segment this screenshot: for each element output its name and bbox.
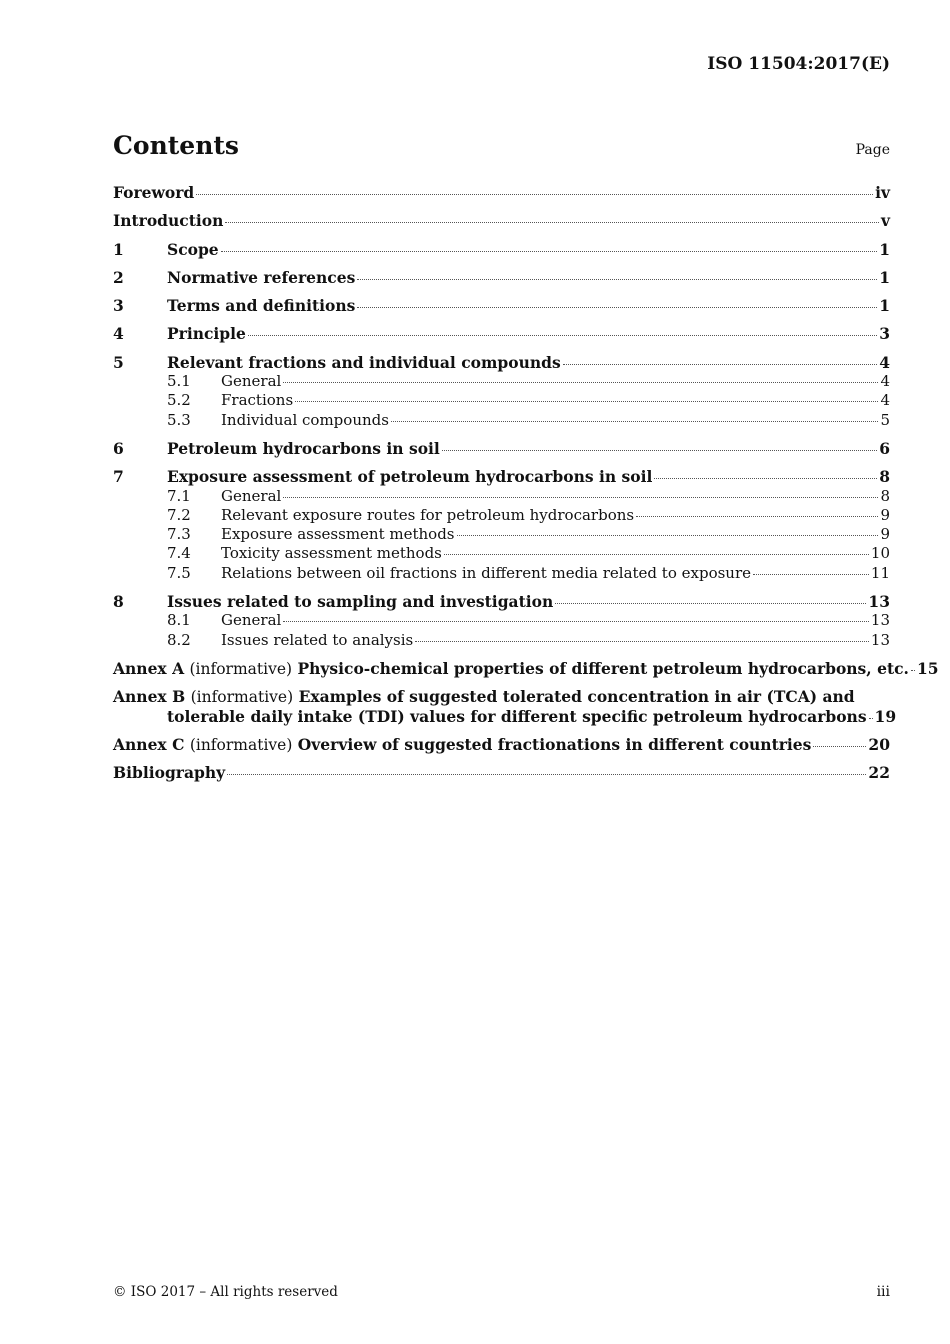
- toc-entry-title: Bibliography: [113, 763, 226, 783]
- toc-entry-page: 13: [870, 611, 890, 630]
- toc-entry-title: General: [221, 486, 282, 505]
- toc-entry-title: Terms and definitions: [167, 296, 356, 316]
- dot-leader: [415, 640, 869, 642]
- dot-leader: [753, 573, 869, 575]
- dot-leader: [813, 745, 866, 747]
- toc-entry-title: Scope: [167, 239, 219, 259]
- annex-type: (informative): [189, 659, 293, 678]
- dot-leader: [225, 221, 879, 223]
- toc-entry-page: 8: [879, 467, 890, 487]
- toc-entry-number: 5.2: [167, 391, 191, 410]
- toc-entry-title: Exposure assessment methods: [221, 525, 455, 544]
- dot-leader: [357, 306, 877, 308]
- dot-leader: [283, 381, 878, 383]
- dot-leader: [283, 496, 878, 498]
- toc-entry-page: 4: [880, 372, 890, 391]
- page-title: Contents: [113, 131, 240, 160]
- annex-label: Annex C: [113, 734, 185, 754]
- toc-entry-page: iv: [875, 183, 890, 202]
- annex-title-line-2: tolerable daily intake (TDI) values for different specific petroleum hydrocarbons: [167, 706, 867, 726]
- toc-entry-page: 22: [868, 763, 890, 783]
- toc-entry-number: 7: [113, 467, 124, 487]
- toc-entry-terms-and-definitions[interactable]: [113, 296, 890, 315]
- toc-subentry-7-2[interactable]: [113, 506, 890, 525]
- document-id: ISO 11504:2017(E): [707, 54, 890, 74]
- annex-title: Overview of suggested fractionations in different countries: [297, 734, 812, 754]
- toc-entry-bibliography[interactable]: [113, 763, 890, 782]
- toc-entry-page: 9: [880, 525, 890, 544]
- toc-entry-number: 5.1: [167, 372, 191, 391]
- dot-leader: [391, 420, 879, 422]
- toc-entry-page: 20: [868, 734, 890, 754]
- annex-label: Annex B: [113, 687, 186, 707]
- toc-entry-page: 10: [870, 544, 890, 563]
- toc-entry-title: General: [221, 611, 282, 630]
- toc-entry-number: 4: [113, 324, 124, 344]
- dot-leader: [636, 515, 878, 517]
- toc-entry-title: Issues related to sampling and investigation: [167, 592, 554, 612]
- toc-entry-page: 6: [879, 438, 890, 458]
- toc-entry-title: Issues related to analysis: [221, 630, 414, 649]
- toc-entry-number: 5: [113, 352, 124, 372]
- toc-subentry-7-4[interactable]: [113, 544, 890, 563]
- dot-leader: [563, 363, 878, 365]
- toc-entry-title: Relevant exposure routes for petroleum hydrocarbons: [221, 505, 635, 524]
- dot-leader: [442, 449, 877, 451]
- toc-entry-sampling-and-investigation[interactable]: [113, 592, 890, 611]
- toc-entry-annex-a[interactable]: [113, 658, 939, 678]
- toc-entry-number: 5.3: [167, 410, 191, 429]
- toc-entry-page: 3: [879, 324, 890, 344]
- toc-entry-annex-b[interactable]: [113, 687, 897, 726]
- toc-entry-number: 7.1: [167, 486, 191, 505]
- toc-entry-page: 15: [916, 658, 939, 678]
- annex-b-line-1: [113, 687, 890, 706]
- toc-entry-number: 7.2: [167, 505, 191, 524]
- toc-entry-page: 5: [880, 410, 890, 429]
- toc-subentry-7-5[interactable]: [113, 564, 890, 583]
- dot-leader: [196, 193, 873, 195]
- annex-label: Annex A: [113, 658, 185, 678]
- toc-entry-exposure-assessment[interactable]: [113, 467, 890, 486]
- toc-subentry-7-1[interactable]: [113, 487, 890, 506]
- toc-entry-page: 4: [879, 352, 890, 372]
- toc-entry-number: 7.3: [167, 525, 191, 544]
- toc-entry-title: Individual compounds: [221, 410, 389, 429]
- toc-entry-title: Fractions: [221, 391, 294, 410]
- toc-entry-title: [113, 735, 811, 755]
- toc-entry-title: General: [221, 372, 282, 391]
- toc-subentry-5-2[interactable]: [113, 391, 890, 410]
- toc-entry-number: 7.5: [167, 563, 191, 582]
- toc-subentry-8-1[interactable]: [113, 611, 890, 630]
- toc-entry-page: 9: [880, 505, 890, 524]
- annex-type: (informative): [189, 735, 293, 754]
- toc-entry-number: 8.1: [167, 611, 191, 630]
- toc-entry-page: v: [880, 211, 890, 231]
- annex-type: (informative): [190, 688, 294, 707]
- toc-entry-page: 13: [870, 630, 890, 649]
- dot-leader: [869, 717, 873, 719]
- annex-b-line-2: [113, 706, 897, 726]
- toc-entry-principle[interactable]: [113, 324, 890, 343]
- toc-entry-foreword[interactable]: [113, 183, 890, 202]
- toc-entry-page: 19: [874, 706, 897, 726]
- dot-leader: [911, 669, 915, 671]
- toc-entry-page: 1: [879, 296, 890, 316]
- toc-entry-title: Introduction: [113, 211, 224, 231]
- toc-entry-page: 13: [868, 592, 890, 612]
- toc-entry-title: Exposure assessment of petroleum hydrocarbons in soil: [167, 467, 653, 487]
- toc-entry-title: Foreword: [113, 183, 195, 202]
- toc-entry-number: 2: [113, 267, 124, 287]
- toc-entry-number: 3: [113, 296, 124, 316]
- page-number: iii: [876, 1284, 890, 1300]
- toc-subentry-7-3[interactable]: [113, 525, 890, 544]
- toc-entry-number: 8.2: [167, 630, 191, 649]
- copyright-notice: © ISO 2017 – All rights reserved: [113, 1284, 338, 1300]
- toc-entry-title: Relations between oil fractions in different media related to exposure: [221, 563, 752, 582]
- toc-entry-page: 1: [879, 239, 890, 259]
- dot-leader: [283, 620, 869, 622]
- toc-subentry-5-1[interactable]: [113, 372, 890, 391]
- toc-entry-page: 1: [879, 267, 890, 287]
- page-column-label: Page: [855, 142, 890, 158]
- toc-subentry-8-2[interactable]: [113, 631, 890, 650]
- annex-title: Physico-chemical properties of different petroleum hydrocarbons, etc.: [297, 658, 909, 678]
- dot-leader: [227, 773, 866, 775]
- dot-leader: [457, 534, 879, 536]
- dot-leader: [248, 334, 877, 336]
- dot-leader: [357, 278, 877, 280]
- toc-entry-annex-c[interactable]: [113, 735, 890, 754]
- toc-entry-title: [113, 659, 909, 679]
- toc-entry-title: Principle: [167, 324, 246, 344]
- dot-leader: [444, 553, 869, 555]
- toc-entry-introduction[interactable]: [113, 211, 890, 230]
- toc-entry-normative-references[interactable]: [113, 268, 890, 287]
- toc-entry-scope[interactable]: [113, 240, 890, 259]
- dot-leader: [295, 400, 878, 402]
- toc-entry-number: 8: [113, 592, 124, 612]
- toc-entry-title: Relevant fractions and individual compounds: [167, 352, 561, 372]
- toc-entry-page: 4: [880, 391, 890, 410]
- toc-entry-number: 7.4: [167, 544, 191, 563]
- toc-entry-number: 6: [113, 438, 124, 458]
- table-of-contents: [113, 183, 939, 783]
- dot-leader: [555, 602, 866, 604]
- toc-entry-petroleum-hydrocarbons-in-soil[interactable]: [113, 439, 890, 458]
- dot-leader: [654, 477, 877, 479]
- toc-entry-page: 8: [880, 486, 890, 505]
- dot-leader: [221, 250, 878, 252]
- toc-entry-page: 11: [870, 563, 890, 582]
- toc-entry-relevant-fractions[interactable]: [113, 353, 890, 372]
- toc-entry-title: Petroleum hydrocarbons in soil: [167, 438, 440, 458]
- toc-entry-title: Toxicity assessment methods: [221, 544, 442, 563]
- toc-entry-number: 1: [113, 239, 124, 259]
- toc-subentry-5-3[interactable]: [113, 411, 890, 430]
- toc-entry-title: Normative references: [167, 267, 356, 287]
- annex-title-line-1: Examples of suggested tolerated concentration in air (TCA) and: [298, 687, 855, 707]
